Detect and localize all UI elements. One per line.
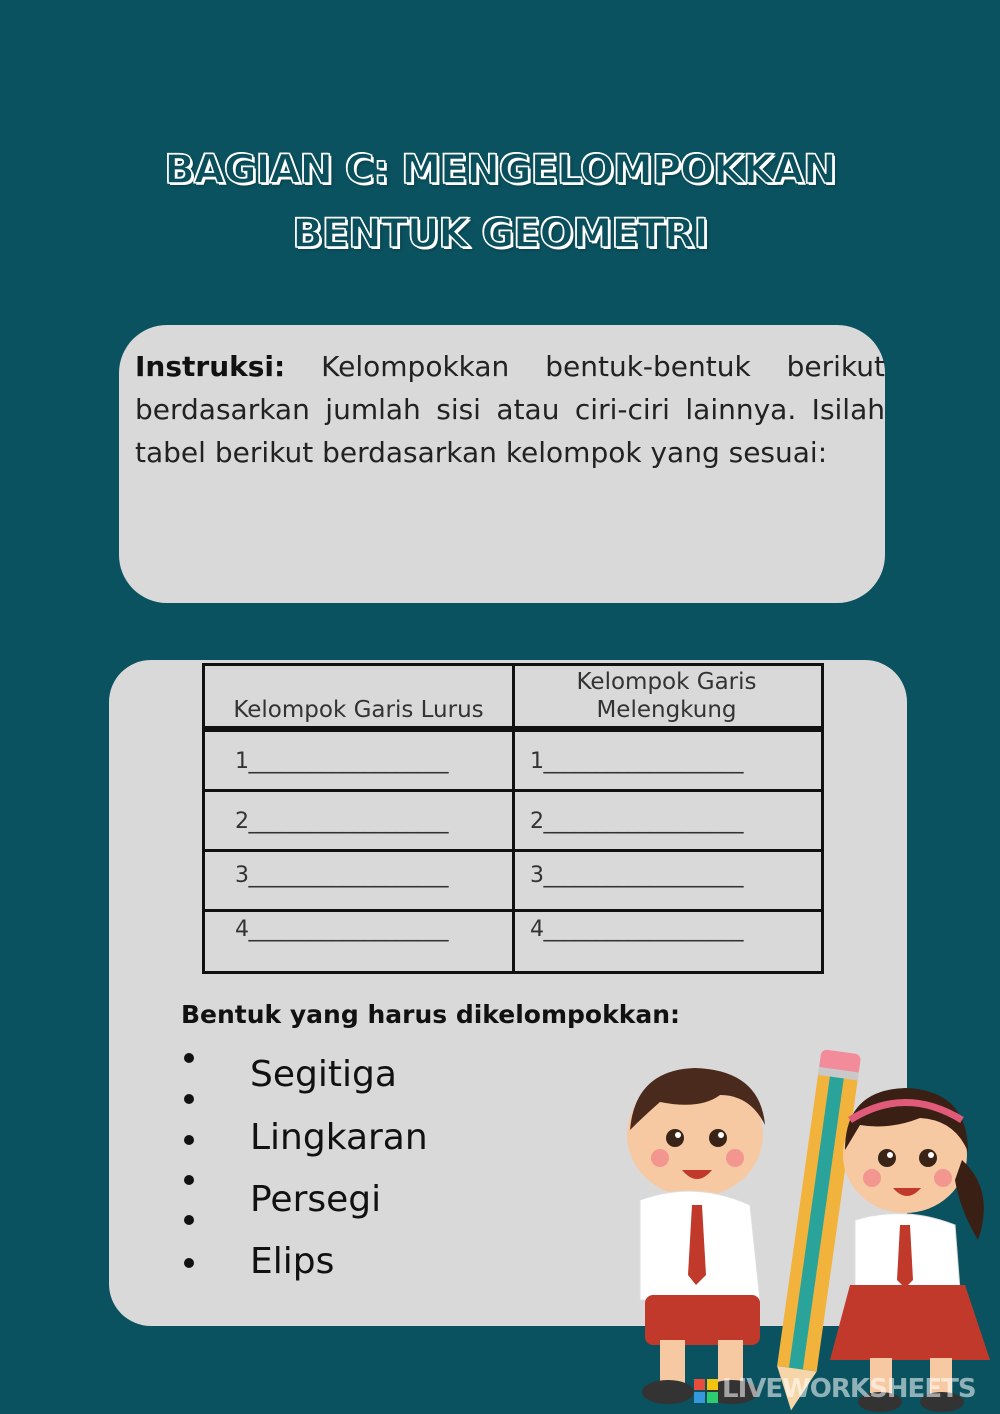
bullet-icon bbox=[184, 1053, 194, 1063]
table-row-4-right[interactable]: 4___________________ bbox=[530, 917, 743, 942]
shape-item-lingkaran: Lingkaran bbox=[250, 1117, 428, 1158]
instruction-label: Instruksi: bbox=[135, 350, 286, 383]
table-row-2-left[interactable]: 2___________________ bbox=[205, 789, 515, 852]
table-row-1-left[interactable]: 1___________________ bbox=[205, 729, 515, 792]
bullet-icon bbox=[184, 1258, 194, 1268]
shape-item-segitiga: Segitiga bbox=[250, 1054, 397, 1095]
instruction-text bbox=[135, 345, 885, 474]
bullet-icon bbox=[184, 1175, 194, 1185]
table-row-4-left[interactable]: 4___________________ bbox=[205, 909, 515, 971]
title-line-1: BAGIAN C: MENGELOMPOKKAN bbox=[164, 147, 836, 193]
bullet-icon bbox=[184, 1094, 194, 1104]
shape-item-persegi: Persegi bbox=[250, 1179, 382, 1220]
shape-item-elips: Elips bbox=[250, 1241, 335, 1282]
table-row-3-left[interactable]: 3___________________ bbox=[205, 849, 515, 912]
instruction-body: Kelompokkan bentuk-bentuk berikut berdasarkan jumlah sisi atau ciri-ciri lainnya. Isilah tabel berikut berdasarkan kelompok yang sesuai: bbox=[135, 350, 885, 469]
grouping-table bbox=[202, 663, 824, 974]
table-row-1-right[interactable]: 1___________________ bbox=[512, 729, 821, 792]
liveworksheets-logo-icon bbox=[694, 1379, 718, 1403]
table-row-3-right[interactable]: 3___________________ bbox=[512, 849, 821, 912]
shapes-heading: Bentuk yang harus dikelompokkan: bbox=[181, 1000, 680, 1029]
boy-icon bbox=[627, 1068, 765, 1404]
title-line-2: BENTUK GEOMETRI bbox=[292, 211, 708, 257]
kids-with-pencil-illustration bbox=[600, 1040, 1000, 1414]
table-header-straight: Kelompok Garis Lurus bbox=[205, 666, 515, 729]
table-row-2-right[interactable]: 2___________________ bbox=[512, 789, 821, 852]
bullet-icon bbox=[184, 1215, 194, 1225]
watermark: LIVEWORKSHEETS bbox=[722, 1374, 976, 1404]
girl-icon bbox=[830, 1088, 990, 1412]
table-header-curved: Kelompok Garis Melengkung bbox=[512, 666, 821, 729]
bullet-icon bbox=[184, 1135, 194, 1145]
page-title bbox=[0, 138, 1000, 266]
